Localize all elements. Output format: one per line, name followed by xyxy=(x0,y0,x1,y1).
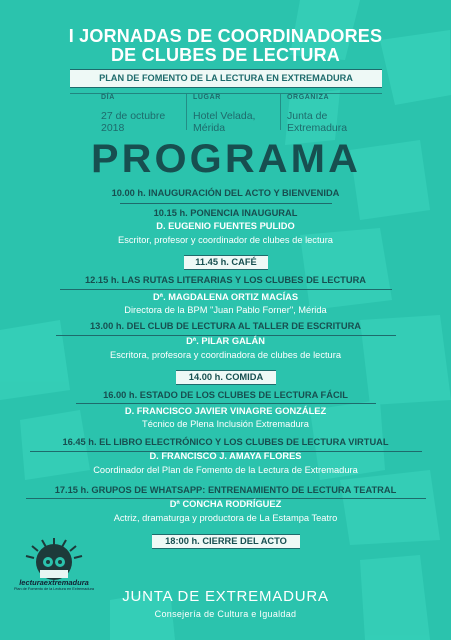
schedule-item-inauguracion: 10.00 h. INAUGURACIÓN DEL ACTO Y BIENVENIDA xyxy=(111,188,340,198)
dia-label: DÍA xyxy=(101,94,115,101)
cierre-acto: 18:00 h. CIERRE DEL ACTO xyxy=(152,534,300,549)
speaker-name: Dª. MAGDALENA ORTIZ MACÍAS xyxy=(152,292,299,302)
speaker-role: Coordinador del Plan de Fomento de la Lectura de Extremadura xyxy=(93,465,358,475)
dia-value-line1: 27 de octubre xyxy=(101,110,166,122)
event-title-line2: DE CLUBES DE LECTURA xyxy=(110,45,340,65)
organiza-value xyxy=(287,110,347,134)
schedule-item-lectura-facil: 16.00 h. ESTADO DE LOS CLUBES DE LECTURA FÁCIL xyxy=(103,390,348,400)
speaker-role: Actriz, dramaturga y productora de La Estampa Teatro xyxy=(113,513,338,523)
event-title-line1: I JORNADAS DE COORDINADORES xyxy=(68,26,383,46)
speaker-role: Técnico de Plena Inclusión Extremadura xyxy=(142,419,309,429)
break-comida: 14.00 h. COMIDA xyxy=(176,370,276,385)
lugar-label: LUGAR xyxy=(193,94,221,101)
lugar-value-line1: Hotel Velada, xyxy=(193,110,256,122)
junta-extremadura: JUNTA DE EXTREMADURA xyxy=(122,588,329,605)
speaker-name: D. EUGENIO FUENTES PULIDO xyxy=(156,221,295,231)
divider xyxy=(60,289,392,290)
programa-title: PROGRAMA xyxy=(91,137,361,179)
speaker-role: Directora de la BPM "Juan Pablo Forner", Mérida xyxy=(124,305,327,315)
speaker-name: Dª CONCHA RODRÍGUEZ xyxy=(169,499,282,509)
lugar-value xyxy=(193,110,255,134)
schedule-item-rutas: 12.15 h. LAS RUTAS LITERARIAS Y LOS CLUBES DE LECTURA xyxy=(84,275,366,285)
programa-heading xyxy=(88,137,364,179)
logo-subtitle: Plan de Fomento de la Lectura en Extremadura xyxy=(14,587,94,591)
info-top-rule xyxy=(70,93,382,94)
schedule-item-ponencia: 10.15 h. PONENCIA INAUGURAL xyxy=(153,208,298,218)
schedule-item-taller: 13.00 h. DEL CLUB DE LECTURA AL TALLER DE ESCRITURA xyxy=(89,321,361,331)
schedule-item-libro-electronico: 16.45 h. EL LIBRO ELECTRÓNICO Y LOS CLUBES DE LECTURA VIRTUAL xyxy=(62,437,389,447)
speaker-name: Dª. PILAR GALÁN xyxy=(186,336,265,346)
organiza-label: ORGANIZA xyxy=(287,94,330,101)
info-divider xyxy=(280,94,281,130)
schedule-item-whatsapp: 17.15 h. GRUPOS DE WHATSAPP: ENTRENAMIENTO DE LECTURA TEATRAL xyxy=(54,485,397,495)
organiza-value-line1: Junta de xyxy=(287,110,328,122)
plan-banner: PLAN DE FOMENTO DE LA LECTURA EN EXTREMADURA xyxy=(70,69,382,88)
dia-value-line2: 2018 xyxy=(101,122,125,134)
consejeria: Consejería de Cultura e Igualdad xyxy=(154,609,297,619)
dia-value xyxy=(101,110,165,134)
organiza-value-line2: Extremadura xyxy=(287,122,348,134)
break-cafe: 11.45 h. CAFÉ xyxy=(184,255,268,270)
speaker-role: Escritora, profesora y coordinadora de clubes de lectura xyxy=(110,350,341,360)
speaker-role: Escritor, profesor y coordinador de clubes de lectura xyxy=(118,235,333,245)
logo-name: lecturaextremadura xyxy=(19,578,89,587)
divider xyxy=(76,403,376,404)
speaker-name: D. FRANCISCO J. AMAYA FLORES xyxy=(149,451,302,461)
info-divider xyxy=(186,94,187,130)
speaker-name: D. FRANCISCO JAVIER VINAGRE GONZÁLEZ xyxy=(124,406,327,416)
divider xyxy=(120,203,332,204)
lugar-value-line2: Mérida xyxy=(193,122,226,134)
